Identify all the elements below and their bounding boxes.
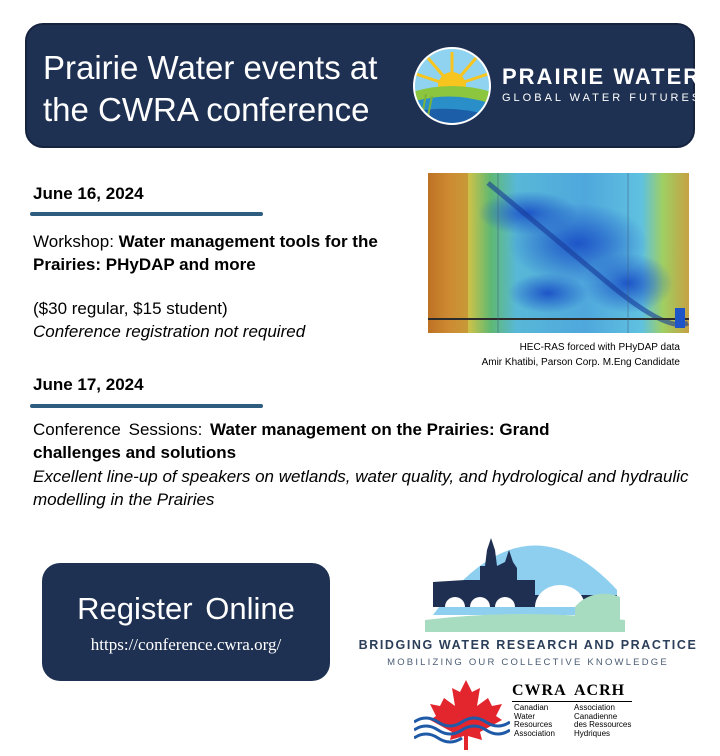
cwra-fr-line: Hydriques <box>574 728 611 738</box>
title-line-1: Prairie Water events at <box>43 49 378 86</box>
register-link[interactable]: https://conference.cwra.org/ <box>90 635 282 654</box>
cwra-fr-line: Canadienne <box>574 711 618 721</box>
conference-subtagline: MOBILIZING OUR COLLECTIVE KNOWLEDGE <box>387 657 669 668</box>
cwra-abbr-en: CWRA <box>512 682 567 699</box>
page-title <box>43 47 377 131</box>
bridge-skyline-logo <box>425 520 625 632</box>
maple-leaf-icon <box>414 676 510 752</box>
event2-divider <box>30 404 263 408</box>
prairie-water-logo <box>412 46 703 126</box>
hec-ras-map-image <box>428 173 689 333</box>
register-online-box[interactable] <box>42 563 330 681</box>
cwra-abbr-fr: ACRH <box>574 682 626 699</box>
cwra-acrh-logo <box>414 676 694 752</box>
cwra-fr-line: Association <box>574 703 615 712</box>
event1-label: Workshop: <box>33 232 119 251</box>
event2-description <box>33 418 618 464</box>
cwra-fr-line: des Ressources <box>574 720 632 729</box>
event2-label: Conference Sessions: <box>33 420 211 439</box>
event1-divider <box>30 212 263 216</box>
event2-details <box>33 465 693 511</box>
sun-landscape-icon <box>412 46 492 126</box>
event1-note-text: Conference registration not required <box>33 322 306 341</box>
cwra-full-name-en <box>514 704 555 738</box>
cwra-en-line: Association <box>514 728 555 738</box>
figure-caption-line-2: Amir Khatibi, Parson Corp. M.Eng Candidate <box>481 357 680 368</box>
register-title: Register Online <box>77 591 295 626</box>
figure-caption-line-1: HEC-RAS forced with PHyDAP data <box>519 342 680 353</box>
cwra-en-line: Water <box>514 711 536 721</box>
cwra-full-name-fr <box>574 704 631 738</box>
logo-name: PRAIRIE WATER <box>502 64 702 89</box>
event2-details-text: Excellent line-up of speakers on wetlands, water quality, and hydrological and hydraulic modelling in the Prairies <box>33 467 689 509</box>
event1-title: Water management tools for the Prairies: PHyDAP and more <box>33 232 378 274</box>
event2-title: Water management on the Prairies: Grand challenges and solutions <box>33 420 550 462</box>
title-line-2: the CWRA conference <box>43 91 370 128</box>
conference-tagline: BRIDGING WATER RESEARCH AND PRACTICE <box>358 638 698 652</box>
cwra-en-line: Resources <box>514 720 553 729</box>
event1-description <box>33 230 428 276</box>
event2-date: June 17, 2024 <box>33 375 144 394</box>
cwra-en-line: Canadian <box>514 703 549 712</box>
event1-date: June 16, 2024 <box>33 184 144 203</box>
cwra-divider <box>512 701 632 702</box>
header-banner <box>25 23 703 148</box>
logo-tagline: GLOBAL WATER FUTURES <box>502 92 703 104</box>
event1-price: ($30 regular, $15 student) <box>33 299 228 318</box>
event1-note <box>33 320 413 343</box>
